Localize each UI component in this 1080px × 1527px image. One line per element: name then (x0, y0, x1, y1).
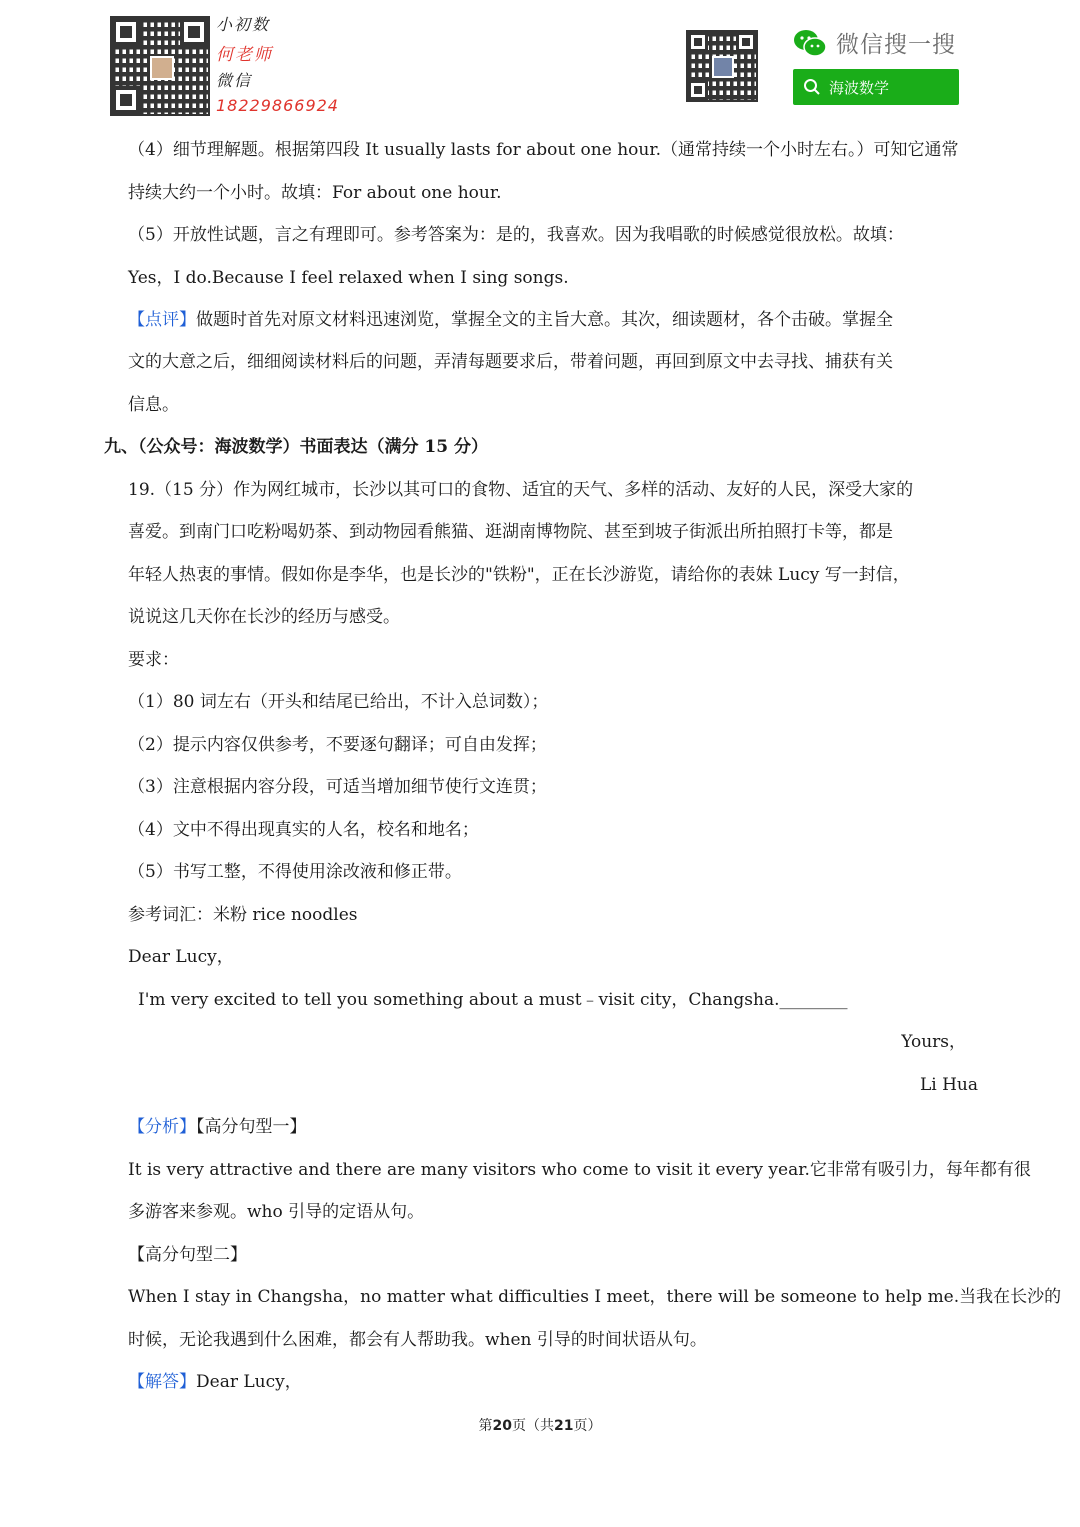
text-line: Yes，I do.Because I feel relaxed when I sing songs. (128, 268, 569, 288)
section-heading: 九、（公众号：海波数学）书面表达（满分 15 分） (104, 437, 488, 457)
text-line: 文的大意之后，细细阅读材料后的问题，弄清每题要求后，带着问题，再回到原文中去寻找、捕获有关 (128, 352, 893, 372)
handwriting-line-1: 小初数 (216, 15, 271, 34)
page-footer: 第20页（共21页） (478, 1418, 602, 1434)
text-line: 年轻人热衷的事情。假如你是李华，也是长沙的"铁粉"，正在长沙游览，请给你的表妹 Lucy 写一封信， (128, 565, 910, 585)
text-line: 做题时首先对原文材料迅速浏览，掌握全文的主旨大意。其次，细读题材，各个击破。掌握全 (196, 310, 893, 330)
handwriting-line-3: 微信 (216, 71, 253, 90)
text-line: It is very attractive and there are many visitors who come to visit it every year.它非常有吸引力，每年都有很 (128, 1160, 1031, 1180)
text-line: 要求： (128, 650, 179, 670)
search-icon (803, 78, 821, 96)
text-line: （5）开放性试题，言之有理即可。参考答案为：是的，我喜欢。因为我唱歌的时候感觉很放松。故填： (128, 225, 904, 245)
closing-yours: Yours， (901, 1032, 966, 1052)
wechat-icon (793, 28, 827, 58)
text-line: I'm very excited to tell you something about a must﹣visit city，Changsha.________ (138, 990, 848, 1010)
text-line: （5）书写工整，不得使用涂改液和修正带。 (128, 862, 462, 882)
comment-tag: 【点评】 (128, 310, 196, 330)
text-line: 参考词汇：米粉 rice noodles (128, 905, 358, 925)
text-line: 说说这几天你在长沙的经历与感受。 (128, 607, 400, 627)
text-line: （4）细节理解题。根据第四段 It usually lasts for about one hour.（通常持续一个小时左右。）可知它通常 (128, 140, 959, 160)
signature-name: Li Hua (919, 1075, 978, 1095)
handwriting-line-2: 何老师 (216, 45, 273, 65)
handwriting-phone: 18229866924 (216, 96, 339, 115)
text-line: 信息。 (128, 395, 179, 415)
qr-code-icon (110, 16, 210, 116)
search-bar-text: 海波数学 (829, 78, 890, 97)
text-line: Dear Lucy， (128, 947, 234, 967)
answer-paragraph: 【解答】Dear Lucy， (128, 1372, 302, 1392)
text-line: （3）注意根据内容分段，可适当增加细节使行文连贯； (128, 777, 547, 797)
text-line: （4）文中不得出现真实的人名，校名和地名； (128, 820, 479, 840)
answer-tag: 【解答】 (128, 1372, 196, 1392)
page-number: 20 (492, 1418, 512, 1434)
text-line: 19.（15 分）作为网红城市，长沙以其可口的食物、适宜的天气、多样的活动、友好的人民，深受大家的 (128, 480, 914, 500)
text-line: 时候，无论我遇到什么困难，都会有人帮助我。when 引导的时间状语从句。 (128, 1330, 707, 1350)
text-line: （1）80 词左右（开头和结尾已给出，不计入总词数）； (128, 692, 549, 712)
text-line: 喜爱。到南门口吃粉喝奶茶、到动物园看熊猫、逛湖南博物院、甚至到坡子街派出所拍照打卡等，都是 (128, 522, 893, 542)
page-total: 21 (554, 1418, 574, 1434)
wechat-search-label: 微信搜一搜 (836, 32, 956, 58)
text-line: 多游客来参观。who 引导的定语从句。 (128, 1202, 425, 1222)
text-line: 【高分句型二】 (128, 1245, 247, 1265)
page-header (0, 0, 1080, 125)
text-line: When I stay in Changsha，no matter what difficulties I meet，there will be someone to help me.当我在长沙的 (128, 1287, 1062, 1307)
analysis-heading: 【分析】【高分句型一】 (128, 1117, 307, 1137)
comment-paragraph (128, 308, 978, 332)
analysis-tag: 【分析】 (128, 1117, 196, 1137)
qr-code-icon (686, 30, 758, 102)
search-bar[interactable] (793, 69, 959, 105)
text-line: （2）提示内容仅供参考，不要逐句翻译；可自由发挥； (128, 735, 547, 755)
text-line: 持续大约一个小时。故填：For about one hour. (128, 183, 502, 203)
